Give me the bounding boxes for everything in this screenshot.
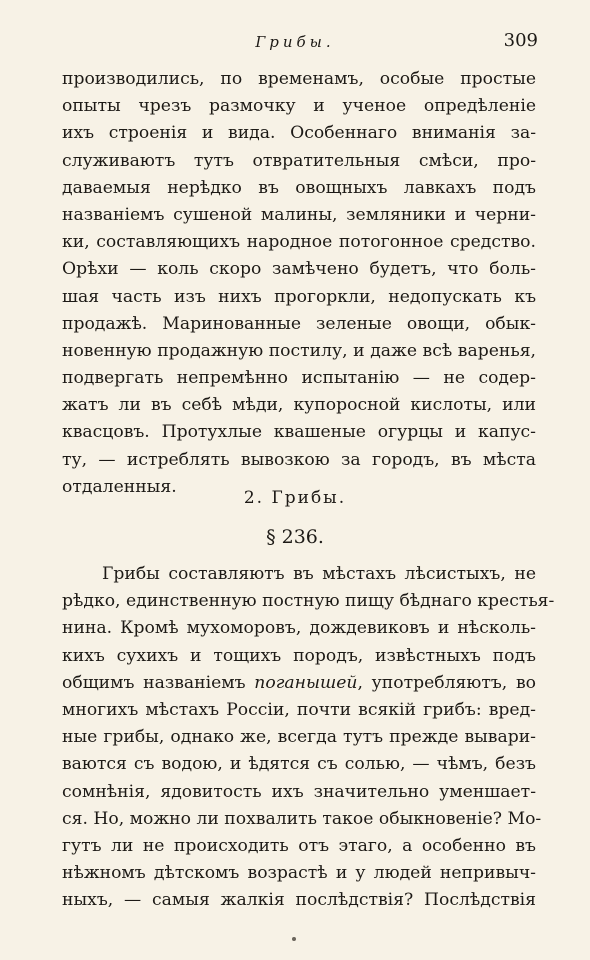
text-line: служиваютъ тутъ отвратительныя смѣси, про- <box>62 150 536 171</box>
text-line: многихъ мѣстахъ Россiи, почти всякiй грибъ: вред- <box>62 699 536 720</box>
text-line: нина. Кромѣ мухоморовъ, дождевиковъ и нѣсколь- <box>62 618 536 639</box>
text-line: рѣдко, единственную постную пищу бѣднаго крестья- <box>62 591 555 612</box>
text-line: ки, составляющихъ народное потогонное средство. <box>62 232 536 253</box>
text-line: гутъ ли не происходить отъ этаго, а особенно въ <box>62 835 536 856</box>
text-segment: , употребляютъ, во <box>357 672 536 693</box>
text-line: ваются съ водою, и ѣдятся съ солью, — чѣмъ, безъ <box>62 754 536 775</box>
text-line: ту, — истреблять вывозкою за городъ, въ мѣста <box>62 449 536 470</box>
text-line: кихъ сухихъ и тощихъ породъ, извѣстныхъ подъ <box>62 645 536 666</box>
text-line: ные грибы, однако же, всегда тутъ прежде вывари- <box>62 727 536 748</box>
text-line: подвергать непремѣнно испытанiю — не содер- <box>62 368 536 389</box>
text-line: ся. Но, можно ли похвалить такое обыкновенiе? Мо- <box>62 808 542 829</box>
text-line: даваемыя нерѣдко въ овощныхъ лавкахъ подъ <box>62 177 536 198</box>
text-line: производились, по временамъ, особые простые <box>62 69 536 89</box>
text-line: опыты чрезъ размочку и ученое опредѣленiе <box>62 96 536 117</box>
text-line: ихъ строенiя и вида. Особеннаго вниманiя за- <box>62 123 536 144</box>
text-line: Орѣхи — коль скоро замѣчено будетъ, что боль- <box>62 259 536 280</box>
text-line: Грибы составляютъ въ мѣстахъ лѣсистыхъ, не <box>102 564 536 584</box>
italic-term: поганышей <box>254 672 358 693</box>
text-line: ныхъ, — самыя жалкiя послѣдствiя? Послѣдствiя <box>62 890 536 911</box>
text-line: нѣжномъ дѣтскомъ возрастѣ и у людей непривыч- <box>62 863 536 884</box>
section-number: § 236. <box>266 526 324 548</box>
section-title: 2. Грибы. <box>243 488 347 508</box>
text-segment: общимъ названiемъ <box>62 672 246 693</box>
text-line: продажѣ. Маринованные зеленые овощи, обык- <box>62 313 536 334</box>
text-line: названiемъ сушеной малины, земляники и черни- <box>62 204 536 225</box>
paragraph-first <box>62 66 536 501</box>
text-line: шая часть изъ нихъ прогоркли, недопускать къ <box>62 286 536 307</box>
running-head <box>0 30 590 54</box>
text-line: жатъ ли въ себѣ мѣди, купоросной кислоты, или <box>62 395 536 416</box>
running-title: Грибы. <box>255 33 335 51</box>
paragraph-second <box>62 561 555 914</box>
text-line: сомнѣнiя, ядовитость ихъ значительно уменшает- <box>62 781 536 802</box>
footer-dot <box>292 937 296 941</box>
text-line-with-italic <box>62 670 536 697</box>
text-line: новенную продажную постилу, и даже всѣ варенья, <box>62 340 536 361</box>
text-line: квасцовъ. Протухлые квашеные огурцы и капус- <box>62 422 536 443</box>
text-line: отдаленныя. <box>62 476 177 497</box>
page-number: 309 <box>503 30 538 51</box>
